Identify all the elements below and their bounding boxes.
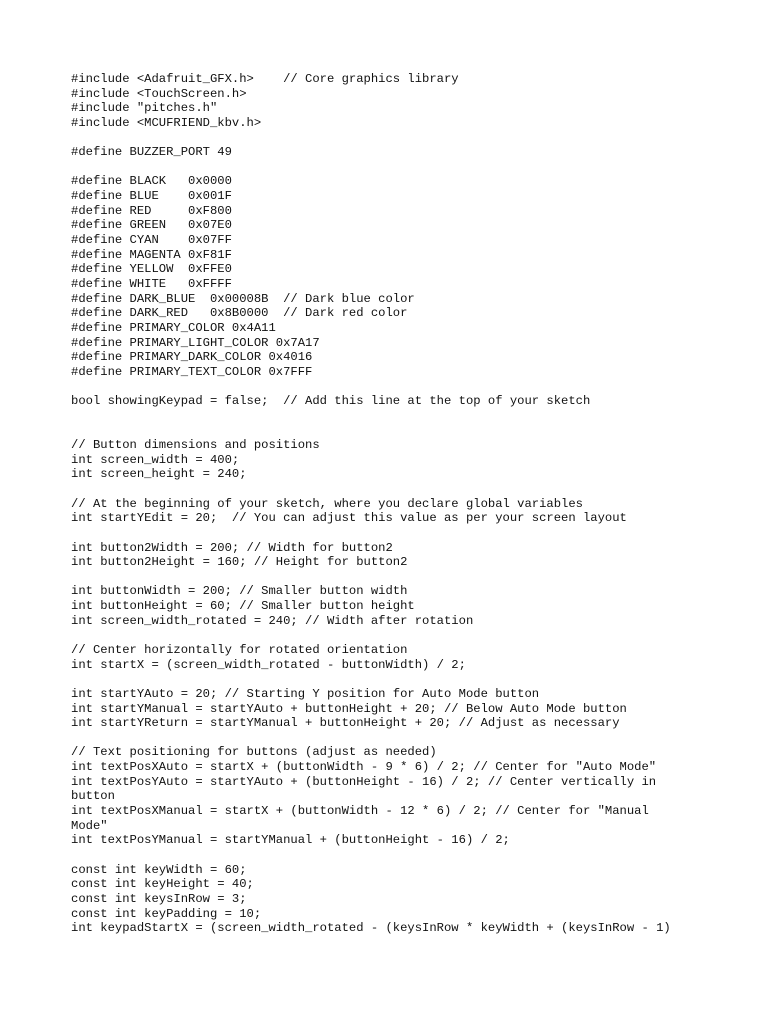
blank-line — [71, 848, 711, 863]
blank-line — [71, 526, 711, 541]
blank-line — [71, 379, 711, 394]
code-line: int textPosYAuto = startYAuto + (buttonHeight - 16) / 2; // Center vertically in — [71, 774, 657, 789]
code-line: int screen_width = 400; — [71, 452, 240, 467]
code-line: #define DARK_RED 0x8B0000 // Dark red color — [71, 306, 408, 321]
code-line: #define BUZZER_PORT 49 — [71, 145, 232, 160]
code-line: #define WHITE 0xFFFF — [71, 276, 232, 291]
code-line: #include <Adafruit_GFX.h> // Core graphics library — [71, 72, 459, 86]
code-line: #define RED 0xF800 — [71, 203, 232, 218]
code-line: Mode" — [71, 818, 108, 833]
code-listing — [71, 72, 711, 936]
code-line: int startYAuto = 20; // Starting Y position for Auto Mode button — [71, 686, 540, 701]
code-line: int screen_height = 240; — [71, 467, 247, 482]
code-line: #define PRIMARY_COLOR 0x4A11 — [71, 320, 276, 335]
code-line: #include "pitches.h" — [71, 101, 218, 116]
code-line: #include <MCUFRIEND_kbv.h> — [71, 115, 262, 130]
blank-line — [71, 160, 711, 175]
code-line: // Center horizontally for rotated orientation — [71, 642, 408, 657]
code-line: int startYReturn = startYManual + buttonHeight + 20; // Adjust as necessary — [71, 716, 620, 731]
code-line: int buttonHeight = 60; // Smaller button height — [71, 599, 415, 614]
blank-line — [71, 409, 711, 424]
code-line: bool showingKeypad = false; // Add this line at the top of your sketch — [71, 394, 591, 409]
code-line: int screen_width_rotated = 240; // Width after rotation — [71, 613, 474, 628]
code-line: const int keyHeight = 40; — [71, 877, 254, 892]
code-line: #define MAGENTA 0xF81F — [71, 247, 232, 262]
code-line: // Text positioning for buttons (adjust as needed) — [71, 745, 437, 760]
code-line: #define PRIMARY_DARK_COLOR 0x4016 — [71, 350, 313, 365]
code-line: int buttonWidth = 200; // Smaller button width — [71, 584, 408, 599]
code-line: #define CYAN 0x07FF — [71, 233, 232, 248]
code-line: // Button dimensions and positions — [71, 438, 320, 453]
code-line: #define GREEN 0x07E0 — [71, 218, 232, 233]
code-line: int textPosXManual = startX + (buttonWidth - 12 * 6) / 2; // Center for "Manual — [71, 804, 649, 819]
code-line: #include <TouchScreen.h> — [71, 86, 247, 101]
blank-line — [71, 131, 711, 146]
code-line: int textPosYManual = startYManual + (buttonHeight - 16) / 2; — [71, 833, 510, 848]
code-line: int startX = (screen_width_rotated - buttonWidth) / 2; — [71, 657, 466, 672]
code-line: const int keysInRow = 3; — [71, 891, 247, 906]
code-line: #define BLACK 0x0000 — [71, 174, 232, 189]
code-line: int startYEdit = 20; // You can adjust this value as per your screen layout — [71, 511, 627, 526]
code-line: int startYManual = startYAuto + buttonHeight + 20; // Below Auto Mode button — [71, 701, 627, 716]
code-line: #define PRIMARY_LIGHT_COLOR 0x7A17 — [71, 335, 320, 350]
code-line: #define DARK_BLUE 0x00008B // Dark blue color — [71, 291, 415, 306]
blank-line — [71, 628, 711, 643]
blank-line — [71, 423, 711, 438]
code-line: #define PRIMARY_TEXT_COLOR 0x7FFF — [71, 364, 313, 379]
code-line: #define BLUE 0x001F — [71, 189, 232, 204]
code-line: const int keyPadding = 10; — [71, 906, 262, 921]
code-line: int textPosXAuto = startX + (buttonWidth - 9 * 6) / 2; // Center for "Auto Mode" — [71, 760, 657, 775]
blank-line — [71, 570, 711, 585]
code-line: // At the beginning of your sketch, where you declare global variables — [71, 496, 583, 511]
code-line: int button2Width = 200; // Width for button2 — [71, 540, 393, 555]
code-line: int button2Height = 160; // Height for button2 — [71, 555, 408, 570]
blank-line — [71, 731, 711, 746]
blank-line — [71, 672, 711, 687]
code-line: button — [71, 789, 115, 804]
code-line: const int keyWidth = 60; — [71, 862, 247, 877]
code-line: #define YELLOW 0xFFE0 — [71, 262, 232, 277]
code-line: int keypadStartX = (screen_width_rotated - (keysInRow * keyWidth + (keysInRow - 1) — [71, 921, 671, 936]
blank-line — [71, 482, 711, 497]
